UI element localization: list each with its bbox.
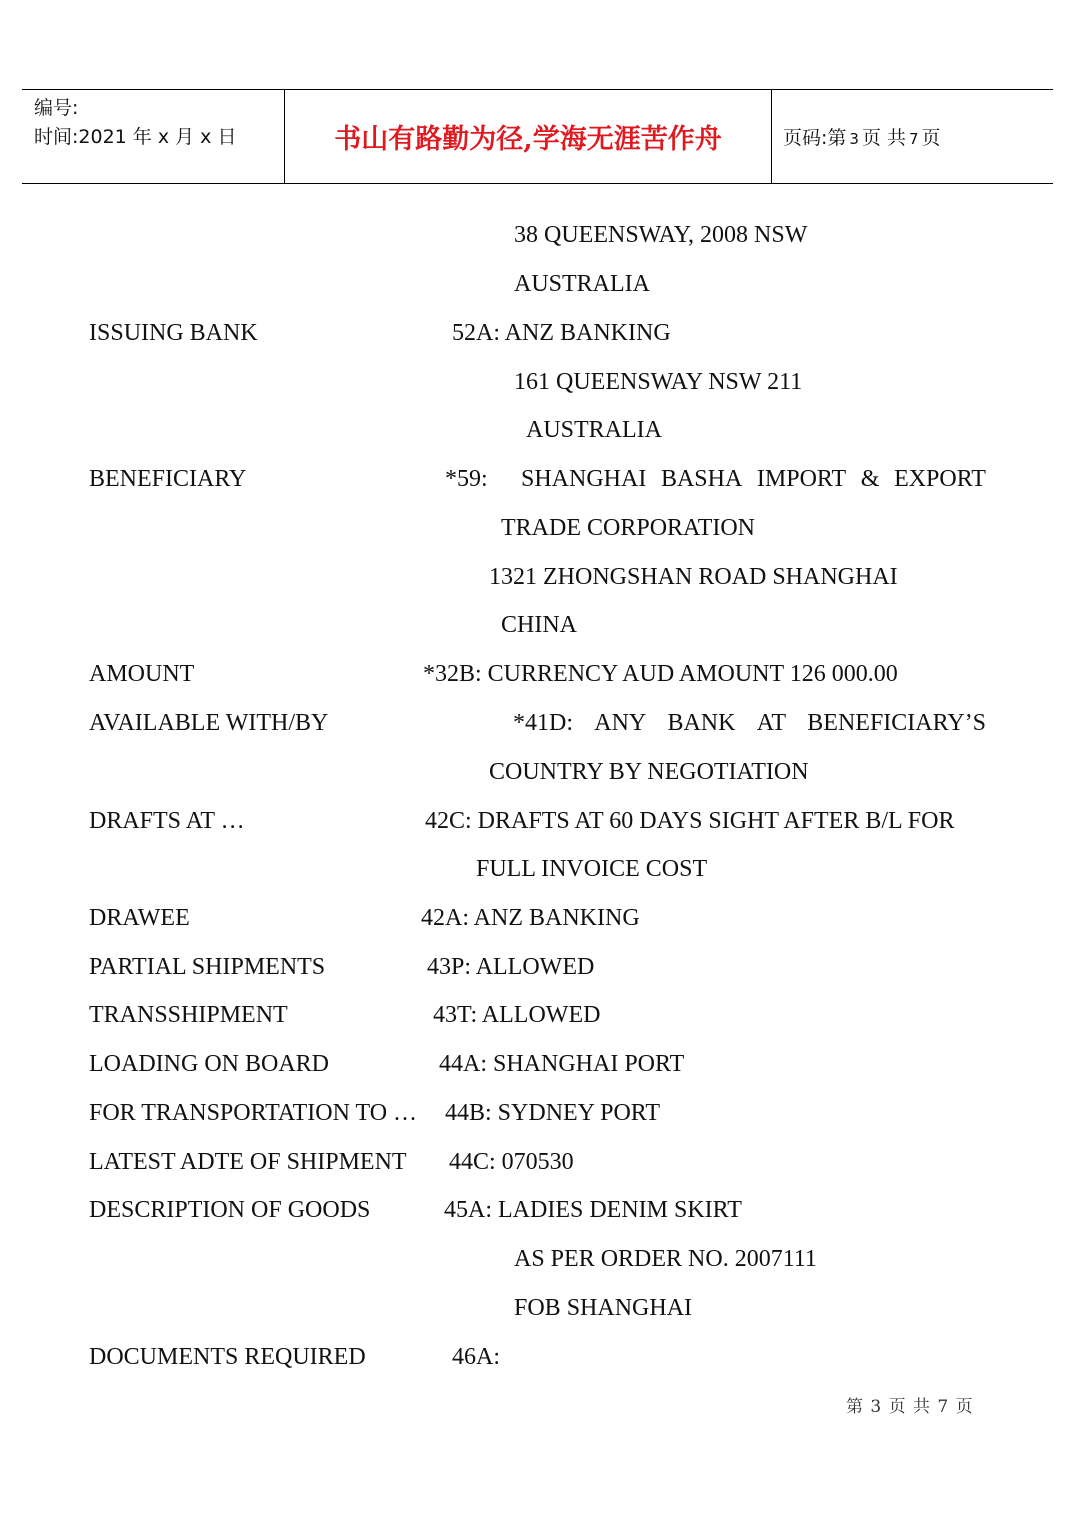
beneficiary-word: BASHA xyxy=(660,466,743,492)
description-of-goods-label: DESCRIPTION OF GOODS xyxy=(89,1197,371,1223)
beneficiary-word: & xyxy=(860,466,880,492)
available-with-by-line-1 xyxy=(513,709,986,737)
issuing-bank-address-2: AUSTRALIA xyxy=(526,417,662,443)
serial-label: 编号: xyxy=(34,97,79,119)
transshipment-label: TRANSSHIPMENT xyxy=(89,1002,288,1028)
issuing-bank-label: ISSUING BANK xyxy=(89,320,258,346)
page-suffix: 页 xyxy=(921,127,941,149)
available-word: BENEFICIARY’S xyxy=(807,710,986,736)
amount-value: *32B: CURRENCY AUD AMOUNT 126 000.00 xyxy=(423,661,898,687)
description-of-goods-line-3: FOB SHANGHAI xyxy=(514,1295,693,1321)
description-of-goods-value: 45A: LADIES DENIM SKIRT xyxy=(444,1197,742,1223)
page-prefix: 页码:第 xyxy=(783,127,847,149)
available-with-by-label: AVAILABLE WITH/BY xyxy=(89,710,329,736)
date-label: 时间:2021 年 x 月 x 日 xyxy=(34,126,237,148)
beneficiary-label: BENEFICIARY xyxy=(89,466,247,492)
page-header xyxy=(22,89,1053,184)
beneficiary-name-line-1 xyxy=(521,465,986,493)
available-word: AT xyxy=(756,710,787,736)
documents-required-value: 46A: xyxy=(452,1344,500,1370)
drawee-label: DRAWEE xyxy=(89,905,190,931)
beneficiary-country: CHINA xyxy=(501,612,577,638)
beneficiary-word: SHANGHAI xyxy=(521,466,647,492)
beneficiary-address: 1321 ZHONGSHAN ROAD SHANGHAI xyxy=(489,564,898,590)
latest-shipment-date-value: 44C: 070530 xyxy=(449,1149,574,1175)
transshipment-value: 43T: ALLOWED xyxy=(433,1002,601,1028)
documents-required-label: DOCUMENTS REQUIRED xyxy=(89,1344,366,1370)
beneficiary-code: *59: xyxy=(445,466,488,492)
partial-shipments-label: PARTIAL SHIPMENTS xyxy=(89,954,326,980)
description-of-goods-line-2: AS PER ORDER NO. 2007111 xyxy=(514,1246,817,1272)
available-word: BANK xyxy=(667,710,736,736)
header-meta xyxy=(34,94,284,152)
issuing-bank-address-1: 161 QUEENSWAY NSW 211 xyxy=(514,369,803,395)
page-current: 3 xyxy=(849,130,859,148)
available-word: ANY xyxy=(594,710,647,736)
drafts-at-label: DRAFTS AT … xyxy=(89,808,245,834)
page-footer: 第 3 页 共 7 页 xyxy=(846,1397,974,1417)
partial-shipments-value: 43P: ALLOWED xyxy=(427,954,595,980)
beneficiary-name-line-2: TRADE CORPORATION xyxy=(501,515,756,541)
amount-label: AMOUNT xyxy=(89,661,195,687)
page-total: 7 xyxy=(909,130,919,148)
header-divider-right xyxy=(771,90,772,183)
header-page-number xyxy=(783,123,941,150)
drawee-value: 42A: ANZ BANKING xyxy=(421,905,640,931)
latest-shipment-date-label: LATEST ADTE OF SHIPMENT xyxy=(89,1149,407,1175)
drafts-at-line-2: FULL INVOICE COST xyxy=(476,856,708,882)
loading-on-board-label: LOADING ON BOARD xyxy=(89,1051,329,1077)
available-with-by-line-2: COUNTRY BY NEGOTIATION xyxy=(489,759,809,785)
transportation-to-value: 44B: SYDNEY PORT xyxy=(445,1100,661,1126)
page-mid: 页 共 xyxy=(861,127,906,149)
applicant-address-line-2: AUSTRALIA xyxy=(514,271,650,297)
header-motto: 书山有路勤为径,学海无涯苦作舟 xyxy=(334,124,722,155)
beneficiary-word: EXPORT xyxy=(894,466,986,492)
transportation-to-label: FOR TRANSPORTATION TO … xyxy=(89,1100,418,1126)
available-word: *41D: xyxy=(513,710,573,736)
applicant-address-line-1: 38 QUEENSWAY, 2008 NSW xyxy=(514,222,808,248)
drafts-at-value: 42C: DRAFTS AT 60 DAYS SIGHT AFTER B/L FOR xyxy=(425,808,955,834)
loading-on-board-value: 44A: SHANGHAI PORT xyxy=(439,1051,685,1077)
issuing-bank-value: 52A: ANZ BANKING xyxy=(452,320,671,346)
beneficiary-word: IMPORT xyxy=(756,466,847,492)
